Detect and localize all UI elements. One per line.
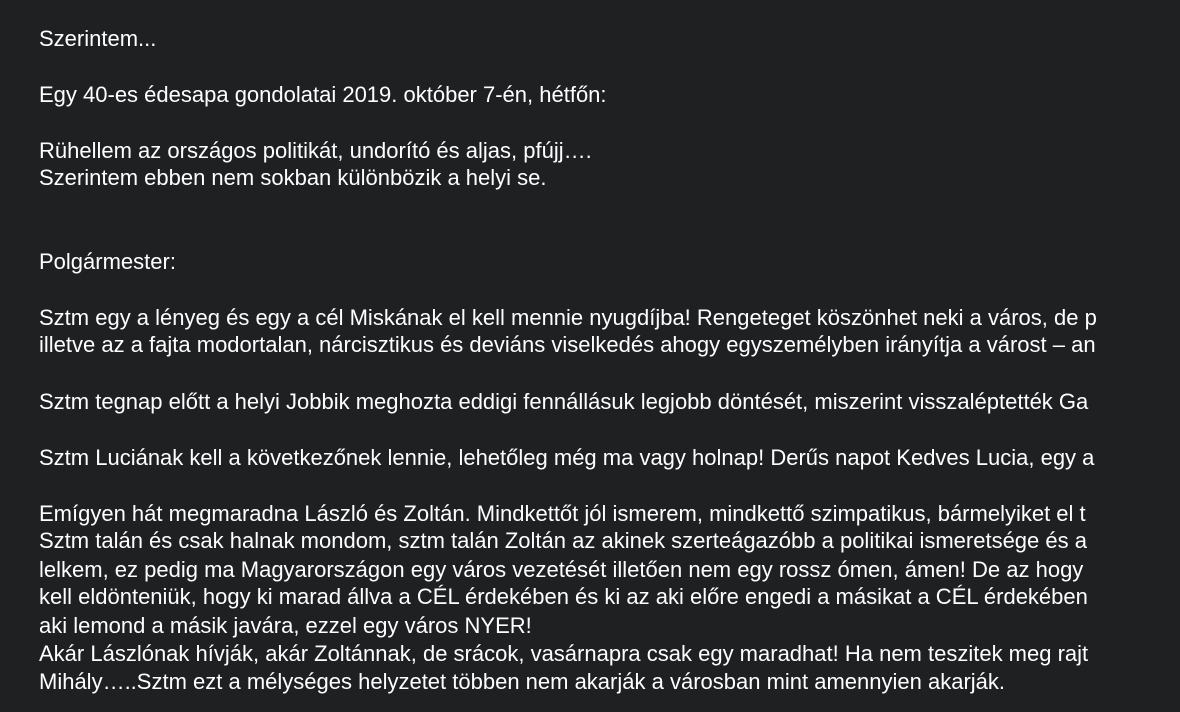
text-line: aki lemond a másik javára, ezzel egy város NYER! — [39, 613, 532, 638]
text-line: Sztm Luciának kell a következőnek lennie, lehetőleg még ma vagy holnap! Derűs napot Kedves Lucia, egy a — [39, 445, 1095, 470]
text-line: Sztm talán és csak halnak mondom, sztm talán Zoltán az akinek szerteágazóbb a politikai ismeretsége és a — [39, 528, 1087, 553]
text-line: lelkem, ez pedig ma Magyarországon egy város vezetését illetően nem egy rossz ómen, ámen! De az hogy — [39, 557, 1084, 582]
section-heading: Polgármester: — [39, 249, 176, 274]
text-line: Sztm egy a lényeg és egy a cél Miskának el kell mennie nyugdíjba! Rengeteget köszönhet neki a város, de p — [39, 305, 1097, 330]
text-line: Emígyen hát megmaradna László és Zoltán. Mindkettőt jól ismerem, mindkettő szimpatikus, bármelyiket el t — [39, 501, 1086, 526]
text-line: kell eldönteniük, hogy ki marad állva a CÉL érdekében és ki az aki előre engedi a másikat a CÉL érdekében — [39, 584, 1088, 609]
text-line: Sztm tegnap előtt a helyi Jobbik meghozta eddigi fennállásuk legjobb döntését, miszerint visszaléptették Ga — [39, 389, 1089, 414]
subtitle-line: Egy 40-es édesapa gondolatai 2019. október 7-én, hétfőn: — [39, 82, 607, 107]
text-line: illetve az a fajta modortalan, nárcisztikus és deviáns viselkedés ahogy egyszemélyben irányítja a várost – an — [39, 332, 1096, 357]
text-line: Akár Lászlónak hívják, akár Zoltánnak, de srácok, vasárnapra csak egy maradhat! Ha nem teszitek meg rajt — [39, 641, 1089, 666]
heading-line: Szerintem... — [39, 26, 157, 51]
text-line: Rühellem az országos politikát, undorító és aljas, pfújj…. — [39, 138, 592, 163]
text-line: Szerintem ebben nem sokban különbözik a helyi se. — [39, 165, 547, 190]
text-line: Mihály…..Sztm ezt a mélységes helyzetet többen nem akarják a városban mint amennyien akarják. — [39, 669, 1006, 694]
